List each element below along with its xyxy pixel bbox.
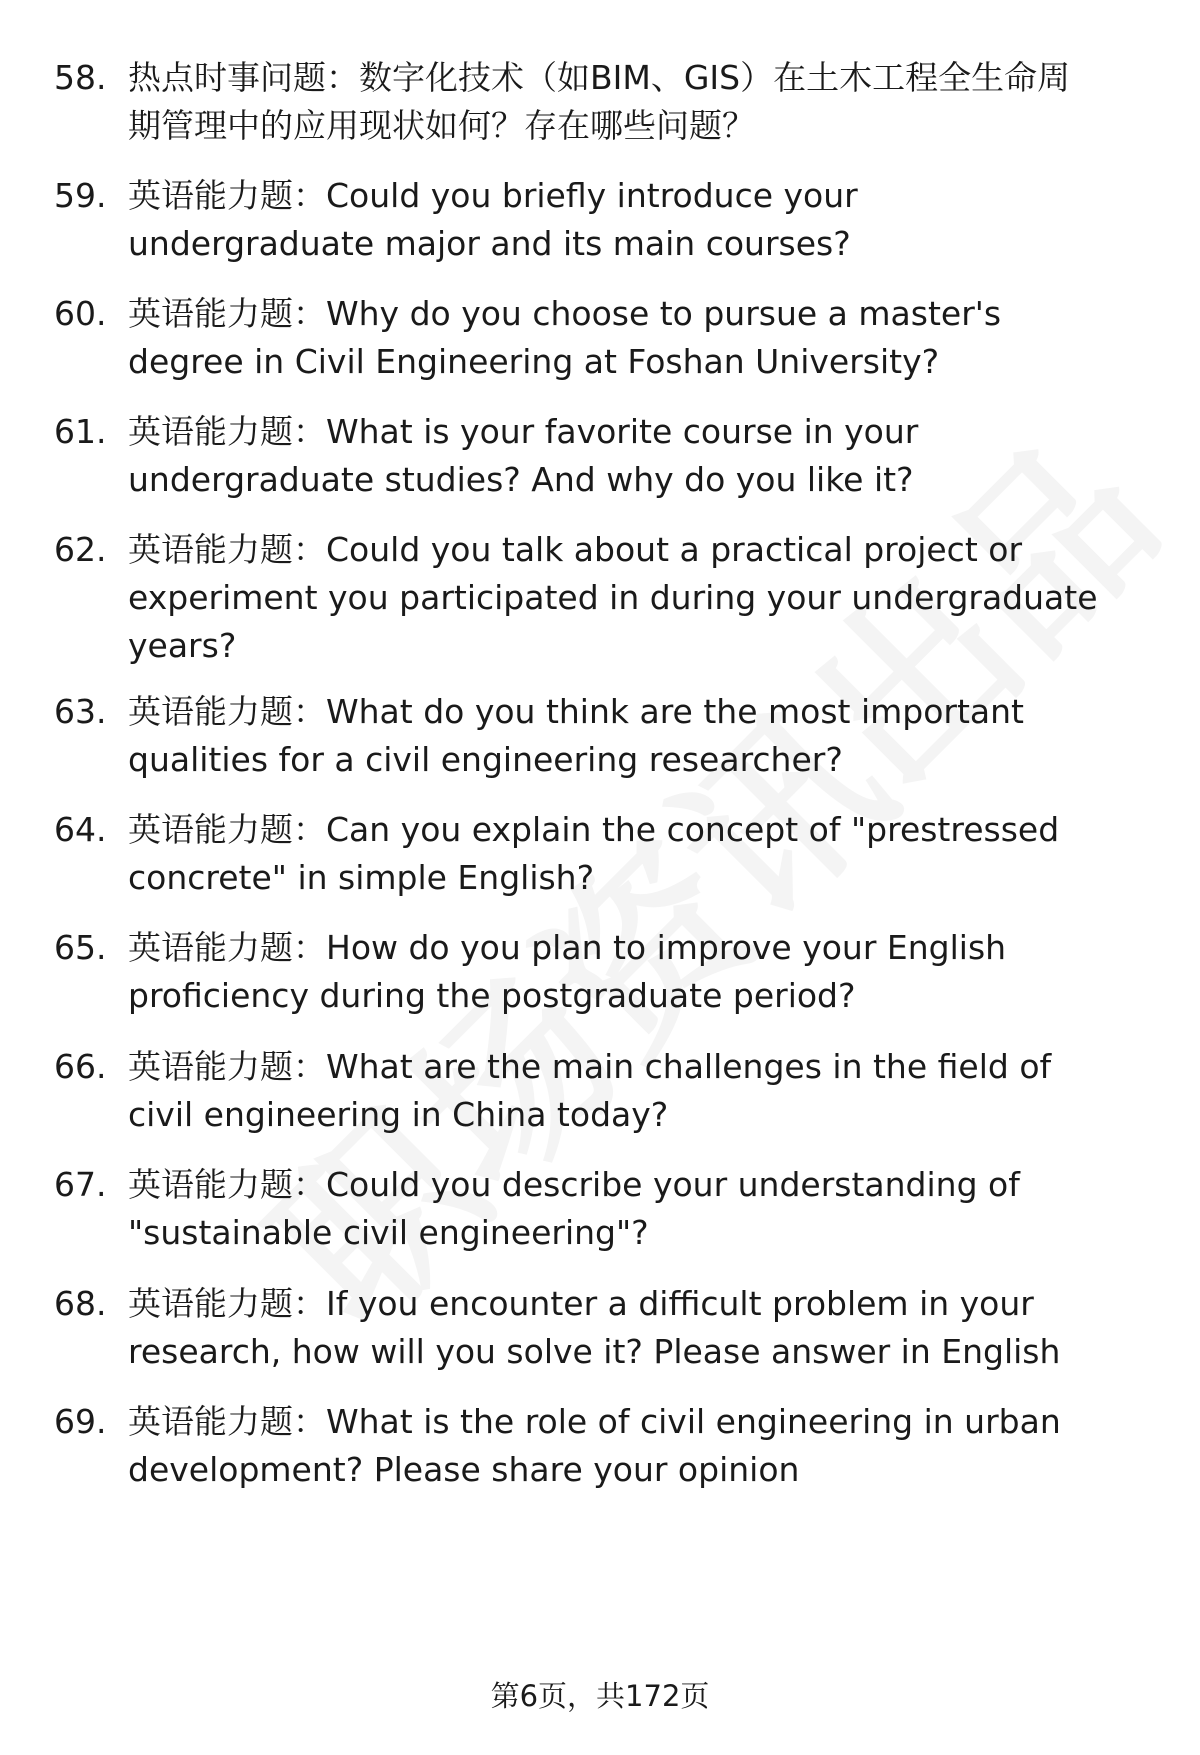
- question-line: years?: [128, 626, 237, 665]
- question-text: [128, 1043, 1178, 1139]
- question-line: qualities for a civil engineering researcher?: [128, 740, 843, 779]
- question-text: [128, 924, 1178, 1020]
- question-line: 英语能力题：Could you talk about a practical project or: [128, 530, 1023, 569]
- question-line: undergraduate major and its main courses?: [128, 224, 851, 263]
- question-text: [128, 408, 1178, 504]
- question-line: proficiency during the postgraduate period?: [128, 976, 856, 1015]
- question-line: 英语能力题：What is the role of civil engineering in urban: [128, 1402, 1061, 1441]
- question-line: 期管理中的应用现状如何？存在哪些问题？: [128, 106, 755, 145]
- page-number-footer: 第6页，共172页: [490, 1679, 710, 1713]
- question-line: civil engineering in China today?: [128, 1095, 669, 1134]
- question-line: 英语能力题：Could you briefly introduce your: [128, 176, 858, 215]
- question-text: [128, 526, 1178, 670]
- question-number: 69.: [54, 1402, 107, 1441]
- question-number: 61.: [54, 412, 107, 451]
- question-text: [128, 1280, 1178, 1376]
- question-number: 60.: [54, 294, 107, 333]
- question-line: degree in Civil Engineering at Foshan University?: [128, 342, 940, 381]
- question-line: experiment you participated in during your undergraduate: [128, 578, 1098, 617]
- question-text: [128, 54, 1178, 150]
- question-number: 62.: [54, 530, 107, 569]
- question-text: [128, 290, 1178, 386]
- question-line: 英语能力题：How do you plan to improve your English: [128, 928, 1007, 967]
- question-number: 68.: [54, 1284, 107, 1323]
- question-line: 热点时事问题：数字化技术（如BIM、GIS）在土木工程全生命周: [128, 58, 1071, 97]
- question-number: 67.: [54, 1165, 107, 1204]
- question-line: research, how will you solve it? Please answer in English: [128, 1332, 1061, 1371]
- question-text: [128, 1161, 1178, 1257]
- question-line: 英语能力题：Could you describe your understanding of: [128, 1165, 1020, 1204]
- question-line: 英语能力题：Why do you choose to pursue a master's: [128, 294, 1002, 333]
- question-number: 66.: [54, 1047, 107, 1086]
- question-line: 英语能力题：What is your favorite course in your: [128, 412, 919, 451]
- question-line: undergraduate studies? And why do you like it?: [128, 460, 914, 499]
- question-text: [128, 172, 1178, 268]
- question-line: concrete" in simple English?: [128, 858, 595, 897]
- question-text: [128, 1398, 1178, 1494]
- question-number: 64.: [54, 810, 107, 849]
- question-text: [128, 688, 1178, 784]
- question-line: development? Please share your opinion: [128, 1450, 800, 1489]
- question-text: [128, 806, 1178, 902]
- question-line: 英语能力题：Can you explain the concept of "prestressed: [128, 810, 1060, 849]
- question-number: 65.: [54, 928, 107, 967]
- question-number: 59.: [54, 176, 107, 215]
- question-number: 63.: [54, 692, 107, 731]
- question-line: "sustainable civil engineering"?: [128, 1213, 649, 1252]
- question-line: 英语能力题：What do you think are the most important: [128, 692, 1024, 731]
- question-line: 英语能力题：What are the main challenges in the field of: [128, 1047, 1052, 1086]
- question-number: 58.: [54, 58, 107, 97]
- question-line: 英语能力题：If you encounter a difficult problem in your: [128, 1284, 1034, 1323]
